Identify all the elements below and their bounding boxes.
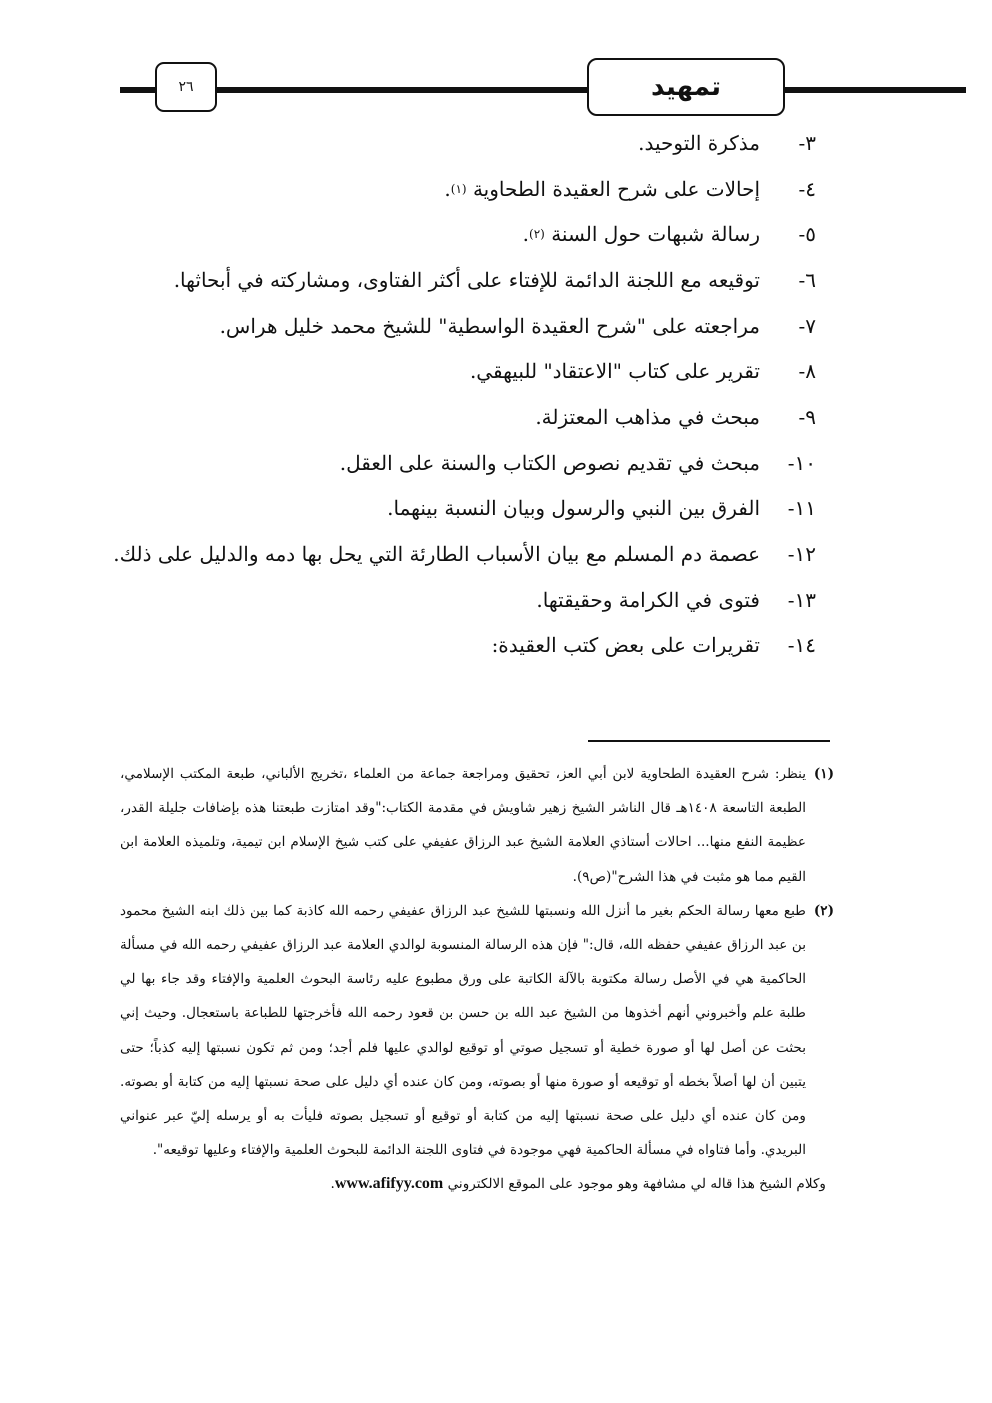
footnote-number: (١) [813, 766, 834, 782]
item-number: ١٤- [787, 633, 816, 658]
works-list [113, 120, 816, 668]
list-item [113, 531, 816, 577]
item-number: ٥- [798, 222, 816, 247]
item-text: فتوى في الكرامة وحقيقتها. [536, 587, 760, 612]
list-item [113, 440, 816, 486]
item-text: رسالة شبهات حول السنة [551, 222, 760, 247]
item-number: ٦- [798, 267, 816, 292]
item-text: تقريرات على بعض كتب العقيدة: [491, 633, 760, 658]
footnote-text: طبع معها رسالة الحكم بغير ما أنزل الله ونسبتها للشيخ عبد الرزاق عفيفي رحمه الله كاذبة كما بين ذلك ابنه الشيخ محمود بن عبد الرزاق عفيفي حفظه الله، قال:" فإن هذه الرسالة المنسوبة لوالدي العلامة عبد الرزاق عفيفي رحمه الله في مسألة الحاكمية هي في الأصل رسالة مكتوبة بالآلة الكاتبة على ورق مطبوع عليه رئاسة البحوث العلمية والإفتاء وقد جاء بها لي طلبة علم وأخبروني أنهم أخذوها من الشيخ عبد الله بن حسن بن قعود رحمه الله فأخرجتها للطباعة باستعجال. وحيث إني بحثت عن أصل لها أو صورة خطية أو تسجيل صوتي أو توقيع لوالدي عليها فلم أجد؛ ومن ثم تكون نسبتها إليه كذباً؛ حتى يتبين أن لها أصلاً بخطه أو توقيعه أو صورة منها أو بصوته، ومن كان عنده أي دليل على صحة نسبتها إليه من كتابة أو بصوته. ومن كان عنده أي دليل على صحة نسبتها إليه من كتابة أو توقيع أو تسجيل بصوته فليأت به أو يرسله إليّ عبر عنواني البريدي. وأما فتاواه في مسألة الحاكمية فهي موجودة في فتاوى اللجنة الدائمة للبحوث العلمية والإفتاء وعليها توقيعه". [120, 902, 806, 1159]
list-item [113, 211, 816, 257]
item-text: مذكرة التوحيد. [638, 130, 760, 155]
list-item [113, 486, 816, 532]
item-number: ١٠- [787, 450, 816, 475]
chapter-title-box [587, 58, 785, 116]
footnotes [120, 757, 834, 1202]
item-tail: . [522, 222, 529, 247]
item-text: عصمة دم المسلم مع بيان الأسباب الطارئة التي يحل بها دمه والدليل على ذلك. [113, 542, 760, 567]
header-rule-right [780, 87, 966, 93]
page-number-box [155, 62, 217, 112]
footnote-1 [120, 757, 834, 894]
list-item [113, 348, 816, 394]
footnote-separator [588, 740, 830, 742]
item-number: ١٣- [787, 587, 816, 612]
footnote-extra-text: وكلام الشيخ هذا قاله لي مشافهة وهو موجود على الموقع الالكتروني [447, 1176, 826, 1193]
page-number: ٢٦ [178, 79, 194, 95]
chapter-title: تمهيد [651, 72, 721, 102]
item-text: الفرق بين النبي والرسول وبيان النسبة بينهما. [387, 496, 760, 521]
item-number: ٧- [798, 313, 816, 338]
footnote-ref[interactable]: (٢) [529, 227, 545, 242]
header-rule-left [120, 87, 160, 93]
website-link[interactable]: www.afifyy.com [334, 1175, 444, 1193]
footnote-2-continuation [120, 1167, 834, 1201]
item-text: مبحث في مذاهب المعتزلة. [535, 404, 760, 429]
item-number: ٣- [798, 130, 816, 155]
footnote-ref[interactable]: (١) [450, 181, 467, 196]
item-number: ١٢- [787, 542, 816, 567]
item-text: مراجعته على "شرح العقيدة الواسطية" للشيخ محمد خليل هراس. [219, 313, 760, 338]
header-rule-middle [210, 87, 590, 93]
item-tail: . [444, 176, 451, 201]
item-text: إحالات على شرح العقيدة الطحاوية [472, 176, 760, 201]
item-text: مبحث في تقديم نصوص الكتاب والسنة على العقل. [339, 450, 760, 475]
item-number: ١١- [787, 496, 816, 521]
list-item [113, 394, 816, 440]
list-item [113, 257, 816, 303]
item-number: ٩- [798, 404, 816, 429]
list-item [113, 303, 816, 349]
item-number: ٤- [798, 176, 816, 201]
item-text: توقيعه مع اللجنة الدائمة للإفتاء على أكثر الفتاوى، ومشاركته في أبحاثها. [173, 267, 760, 292]
item-number: ٨- [798, 359, 816, 384]
list-item [113, 577, 816, 623]
list-item [113, 623, 816, 669]
footnote-text: ينظر: شرح العقيدة الطحاوية لابن أبي العز، تحقيق ومراجعة جماعة من العلماء ،تخريج الألباني، طبعة المكتب الإسلامي، الطبعة التاسعة ١٤٠٨هـ قال الناشر الشيخ زهير شاويش في مقدمة الكتاب:"وقد امتازت طبعتنا هذه بإضافات جليلة القدر، عظيمة النفع منها... احالات أستاذي العلامة الشيخ عبد الرزاق عفيفي على كتب شيخ الإسلام ابن تيمية، وتلميذه العلامة ابن القيم مما هو مثبت في هذا الشرح"(ص٩). [120, 766, 807, 885]
list-item [113, 166, 816, 212]
footnote-number: (٢) [813, 902, 834, 919]
footnote-2 [120, 894, 834, 1168]
footnote-extra-tail: . [330, 1176, 335, 1193]
list-item [113, 120, 816, 166]
item-text: تقرير على كتاب "الاعتقاد" للبيهقي. [469, 359, 760, 384]
